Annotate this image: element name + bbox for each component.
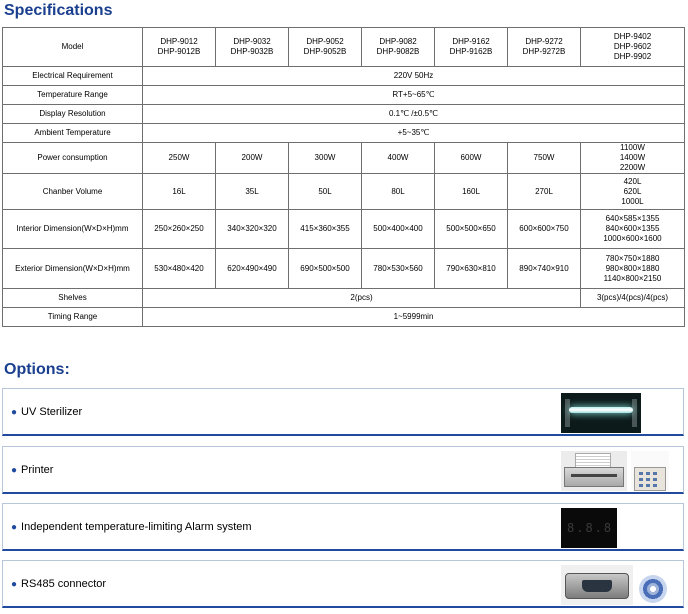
- option-item-printer: [2, 446, 684, 494]
- table-row-volume: [3, 174, 685, 210]
- power-cell: 250W: [143, 143, 216, 174]
- row-value: 220V 50Hz: [143, 67, 685, 86]
- exterior-cell: 780×750×1880 980×800×1880 1140×800×2150: [581, 249, 685, 289]
- interior-cell: 600×600×750: [508, 210, 581, 249]
- table-row-power: [3, 143, 685, 174]
- exterior-cell: 780×530×560: [362, 249, 435, 289]
- exterior-cell: 530×480×420: [143, 249, 216, 289]
- option-label: Independent temperature-limiting Alarm system: [21, 521, 252, 533]
- model-cell: DHP-9272 DHP-9272B: [508, 28, 581, 67]
- table-row-resolution: [3, 105, 685, 124]
- interior-cell: 250×260×250: [143, 210, 216, 249]
- interior-cell: 640×585×1355 840×600×1355 1000×600×1600: [581, 210, 685, 249]
- row-label: Temperature Range: [3, 86, 143, 105]
- alarm-display-image: 8.8.8: [561, 508, 617, 548]
- printer-image: [561, 451, 627, 491]
- row-value: 3(pcs)/4(pcs)/4(pcs): [581, 289, 685, 308]
- keypad-image: [631, 451, 669, 491]
- bullet-icon: ●: [11, 579, 18, 590]
- interior-cell: 500×500×650: [435, 210, 508, 249]
- exterior-cell: 790×630×810: [435, 249, 508, 289]
- row-value: 0.1℃ /±0.5℃: [143, 105, 685, 124]
- row-value: 1~5999min: [143, 308, 685, 327]
- model-cell: DHP-9162 DHP-9162B: [435, 28, 508, 67]
- model-cell: DHP-9012 DHP-9012B: [143, 28, 216, 67]
- bullet-icon: ●: [11, 407, 18, 418]
- row-label: Interior Dimension(W×D×H)mm: [3, 210, 143, 249]
- power-cell: 300W: [289, 143, 362, 174]
- volume-cell: 160L: [435, 174, 508, 210]
- row-value: +5~35℃: [143, 124, 685, 143]
- option-label: UV Sterilizer: [21, 406, 83, 418]
- exterior-cell: 890×740×910: [508, 249, 581, 289]
- model-cell: DHP-9082 DHP-9082B: [362, 28, 435, 67]
- specifications-table: [2, 27, 685, 327]
- bullet-icon: ●: [11, 465, 18, 476]
- row-label: Chanber Volume: [3, 174, 143, 210]
- option-item-alarm-system: [2, 503, 684, 551]
- exterior-cell: 690×500×500: [289, 249, 362, 289]
- options-heading: Options:: [4, 361, 70, 378]
- rs485-connector-image: [561, 565, 633, 605]
- table-row-model: [3, 28, 685, 67]
- table-row-exterior: [3, 249, 685, 289]
- cd-disc-icon: [639, 575, 667, 603]
- volume-cell: 270L: [508, 174, 581, 210]
- row-label: Timing Range: [3, 308, 143, 327]
- table-row-shelves: [3, 289, 685, 308]
- row-label: Shelves: [3, 289, 143, 308]
- row-value: RT+5~65℃: [143, 86, 685, 105]
- row-label: Model: [3, 28, 143, 67]
- option-label: Printer: [21, 464, 54, 476]
- table-row-temperature: [3, 86, 685, 105]
- power-cell: 1100W 1400W 2200W: [581, 143, 685, 174]
- model-cell: DHP-9032 DHP-9032B: [216, 28, 289, 67]
- volume-cell: 80L: [362, 174, 435, 210]
- row-label: Electrical Requirement: [3, 67, 143, 86]
- table-row-electrical: [3, 67, 685, 86]
- row-value: 2(pcs): [143, 289, 581, 308]
- specifications-heading: Specifications: [4, 2, 113, 19]
- row-label: Exterior Dimension(W×D×H)mm: [3, 249, 143, 289]
- power-cell: 400W: [362, 143, 435, 174]
- option-item-rs485: [2, 560, 684, 608]
- power-cell: 750W: [508, 143, 581, 174]
- volume-cell: 16L: [143, 174, 216, 210]
- row-label: Ambient Temperature: [3, 124, 143, 143]
- model-cell: DHP-9052 DHP-9052B: [289, 28, 362, 67]
- power-cell: 600W: [435, 143, 508, 174]
- option-item-uv-sterilizer: [2, 388, 684, 436]
- volume-cell: 420L 620L 1000L: [581, 174, 685, 210]
- power-cell: 200W: [216, 143, 289, 174]
- interior-cell: 340×320×320: [216, 210, 289, 249]
- row-label: Power consumption: [3, 143, 143, 174]
- option-label: RS485 connector: [21, 578, 107, 590]
- interior-cell: 415×360×355: [289, 210, 362, 249]
- table-row-timing: [3, 308, 685, 327]
- volume-cell: 35L: [216, 174, 289, 210]
- interior-cell: 500×400×400: [362, 210, 435, 249]
- bullet-icon: ●: [11, 522, 18, 533]
- volume-cell: 50L: [289, 174, 362, 210]
- row-label: Display Resolution: [3, 105, 143, 124]
- table-row-ambient: [3, 124, 685, 143]
- model-cell: DHP-9402 DHP-9602 DHP-9902: [581, 28, 685, 67]
- table-row-interior: [3, 210, 685, 249]
- uv-lamp-image: [561, 393, 641, 433]
- exterior-cell: 620×490×490: [216, 249, 289, 289]
